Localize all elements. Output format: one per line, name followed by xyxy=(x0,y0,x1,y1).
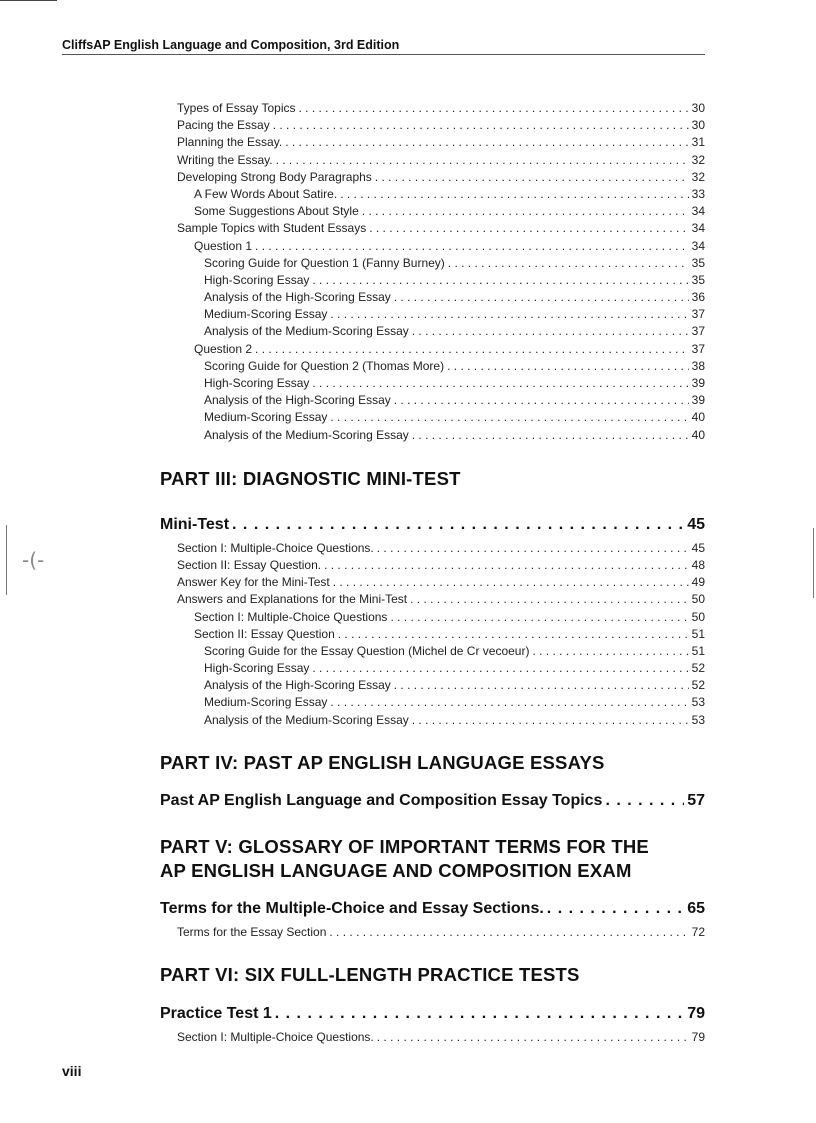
toc-leader-dots xyxy=(605,789,684,813)
toc-entry-title: Developing Strong Body Paragraphs xyxy=(177,169,372,184)
toc-entry-page: 37 xyxy=(691,341,705,356)
toc-entry-page: 32 xyxy=(691,169,705,184)
toc-leader-dots xyxy=(255,238,689,255)
toc-entry-page: 49 xyxy=(691,575,705,590)
toc-entry-title: Analysis of the High-Scoring Essay xyxy=(204,290,391,305)
toc-leader-dots xyxy=(410,591,689,608)
toc-leader-dots xyxy=(324,557,689,574)
toc-leader-dots xyxy=(312,375,688,392)
toc-entry-page: 37 xyxy=(691,307,705,322)
toc-entry-page: 30 xyxy=(691,118,705,133)
crop-mark-top xyxy=(0,0,57,1)
toc-entry[interactable] xyxy=(160,220,705,237)
toc-entry-page: 38 xyxy=(691,358,705,373)
toc-entry[interactable] xyxy=(160,540,705,557)
toc-leader-dots xyxy=(338,626,689,643)
toc-entry[interactable] xyxy=(160,203,705,220)
toc-part-v-entries xyxy=(160,924,705,941)
toc-entry[interactable] xyxy=(160,255,705,272)
toc-part-vi-entries xyxy=(160,1029,705,1046)
toc-entry[interactable] xyxy=(160,924,705,941)
toc-entry[interactable] xyxy=(160,323,705,340)
toc-leader-dots xyxy=(312,660,688,677)
toc-entry-title: Writing the Essay. xyxy=(177,152,273,167)
running-header: CliffsAP English Language and Composition, 3rd Edition xyxy=(62,38,705,55)
toc-entry-page: 35 xyxy=(691,272,705,287)
toc-leader-dots xyxy=(394,677,689,694)
toc-leader-dots xyxy=(412,712,689,729)
toc-entry-title: Medium-Scoring Essay xyxy=(204,307,328,322)
toc-entry-page: 51 xyxy=(691,626,705,641)
toc-entry-page: 40 xyxy=(691,410,705,425)
toc-entry[interactable] xyxy=(160,626,705,643)
part-vi-heading: PART VI: SIX FULL-LENGTH PRACTICE TESTS xyxy=(160,964,580,985)
toc-entry[interactable] xyxy=(160,341,705,358)
toc-entry-page: 34 xyxy=(691,204,705,219)
toc-entry[interactable] xyxy=(160,134,705,151)
toc-entry-title: Answer Key for the Mini-Test xyxy=(177,575,330,590)
toc-leader-dots xyxy=(329,924,688,941)
toc-entry[interactable] xyxy=(160,169,705,186)
toc-entry[interactable] xyxy=(160,712,705,729)
toc-leader-dots xyxy=(390,609,688,626)
toc-entry-page: 53 xyxy=(691,695,705,710)
toc-entry[interactable] xyxy=(160,427,705,444)
toc-leader-dots xyxy=(330,409,688,426)
toc-entry-page: 72 xyxy=(691,924,705,939)
toc-leader-dots xyxy=(448,255,689,272)
part-v-heading-line2: AP ENGLISH LANGUAGE AND COMPOSITION EXAM xyxy=(160,859,632,881)
toc-part-iii-entries xyxy=(160,540,705,729)
toc-entry-title: High-Scoring Essay xyxy=(204,376,310,390)
toc-entry-title: Medium-Scoring Essay xyxy=(204,410,328,425)
toc-entry[interactable] xyxy=(160,591,705,608)
toc-entry[interactable] xyxy=(160,694,705,711)
toc-chapter-page: 57 xyxy=(687,791,705,809)
toc-entry[interactable] xyxy=(160,574,705,591)
toc-entry[interactable] xyxy=(160,358,705,375)
toc-entry-page: 34 xyxy=(691,238,705,253)
toc-chapter-glossary-terms[interactable] xyxy=(160,897,705,921)
toc-chapter-title: Past AP English Language and Composition Essay Topics xyxy=(160,791,603,809)
toc-entry-title: High-Scoring Essay xyxy=(204,272,310,287)
toc-entry[interactable] xyxy=(160,392,705,409)
toc-entry-page: 36 xyxy=(691,290,705,305)
toc-leader-dots xyxy=(299,100,689,117)
toc-entry-title: Section I: Multiple-Choice Questions xyxy=(194,609,388,624)
toc-leader-dots xyxy=(312,272,688,289)
toc-leader-dots xyxy=(369,220,688,237)
toc-leader-dots xyxy=(330,306,688,323)
toc-chapter-page: 79 xyxy=(687,1005,705,1022)
toc-entry[interactable] xyxy=(160,272,705,289)
toc-entry-page: 33 xyxy=(691,186,705,201)
toc-entry[interactable] xyxy=(160,609,705,626)
toc-entry[interactable] xyxy=(160,557,705,574)
toc-entry-page: 48 xyxy=(691,557,705,572)
toc-entry-title: Planning the Essay. xyxy=(177,135,283,150)
toc-entry-title: Scoring Guide for Question 2 (Thomas More) xyxy=(204,358,445,373)
toc-entry-page: 50 xyxy=(691,592,705,607)
toc-leader-dots xyxy=(377,540,689,557)
toc-leader-dots xyxy=(273,117,689,134)
toc-entry-page: 51 xyxy=(691,643,705,658)
toc-entry-title: A Few Words About Satire. xyxy=(194,186,338,201)
toc-entry[interactable] xyxy=(160,375,705,392)
toc-leader-dots xyxy=(232,513,684,537)
toc-entry-page: 32 xyxy=(691,152,705,167)
toc-entry-page: 79 xyxy=(691,1030,705,1044)
toc-entry-page: 53 xyxy=(691,712,705,727)
toc-leader-dots xyxy=(362,203,689,220)
toc-chapter-practice-test-1[interactable] xyxy=(160,1002,705,1026)
toc-leader-dots xyxy=(412,427,689,444)
toc-entry-title: Analysis of the High-Scoring Essay xyxy=(204,678,391,693)
toc-entry-title: Pacing the Essay xyxy=(177,118,270,133)
toc-leader-dots xyxy=(394,289,689,306)
toc-entry[interactable] xyxy=(160,186,705,203)
toc-entry[interactable] xyxy=(160,152,705,169)
toc-chapter-mini-test[interactable] xyxy=(160,513,705,537)
toc-entry-page: 39 xyxy=(691,393,705,408)
toc-leader-dots xyxy=(412,323,689,340)
toc-entry[interactable] xyxy=(160,409,705,426)
toc-leader-dots xyxy=(275,1002,684,1026)
toc-entry-title: Section I: Multiple-Choice Questions. xyxy=(177,540,374,555)
toc-chapter-page: 45 xyxy=(687,515,705,533)
toc-entry-title: Answers and Explanations for the Mini-Test xyxy=(177,592,408,607)
toc-chapter-past-essay-topics[interactable] xyxy=(160,789,705,813)
toc-entry-title: Terms for the Essay Section xyxy=(177,924,327,939)
toc-entry[interactable] xyxy=(160,643,705,660)
toc-entry-title: Question 2 xyxy=(194,341,253,356)
toc-leader-dots xyxy=(285,134,688,151)
toc-entry-page: 52 xyxy=(691,678,705,693)
toc-chapter-page: 65 xyxy=(687,899,705,917)
toc-leader-dots xyxy=(330,694,688,711)
toc-leader-dots xyxy=(394,392,689,409)
toc-entry-page: 31 xyxy=(691,135,705,150)
toc-entry-title: Section I: Multiple-Choice Questions. xyxy=(177,1030,374,1044)
toc-entry-title: Question 1 xyxy=(194,238,253,253)
registration-mark-icon: -(- xyxy=(22,548,45,572)
toc-entry-title: Some Suggestions About Style xyxy=(194,204,359,219)
toc-leader-dots xyxy=(375,169,689,186)
toc-entry-page: 40 xyxy=(691,427,705,442)
page-number: viii xyxy=(62,1063,82,1079)
crop-mark-right xyxy=(813,528,814,598)
toc-entry-title: Medium-Scoring Essay xyxy=(204,695,328,710)
toc-leader-dots xyxy=(547,897,684,921)
toc-chapter-title: Mini-Test xyxy=(160,515,230,533)
toc-leader-dots xyxy=(532,643,688,660)
crop-mark-left xyxy=(6,525,7,595)
toc-entry-page: 50 xyxy=(691,609,705,624)
toc-entry-title: Analysis of the Medium-Scoring Essay xyxy=(204,324,409,339)
toc-entry-title: Section II: Essay Question. xyxy=(177,557,322,572)
toc-entry-title: Analysis of the Medium-Scoring Essay xyxy=(204,712,409,727)
table-of-contents xyxy=(160,100,705,1046)
toc-entry[interactable] xyxy=(160,117,705,134)
toc-entry-title: Section II: Essay Question xyxy=(194,626,335,641)
toc-entry-page: 52 xyxy=(691,661,705,676)
toc-entry-title: Analysis of the High-Scoring Essay xyxy=(204,393,391,408)
toc-entry-page: 39 xyxy=(691,376,705,390)
part-v-heading-line1: PART V: GLOSSARY OF IMPORTANT TERMS FOR THE xyxy=(160,835,649,857)
toc-entry-title: Sample Topics with Student Essays xyxy=(177,221,367,236)
toc-entry-page: 37 xyxy=(691,324,705,339)
toc-entry[interactable] xyxy=(160,1029,705,1046)
toc-entry[interactable] xyxy=(160,238,705,255)
toc-entry-title: Types of Essay Topics xyxy=(177,101,296,115)
toc-entry[interactable] xyxy=(160,660,705,677)
toc-entry[interactable] xyxy=(160,677,705,694)
toc-entry-title: High-Scoring Essay xyxy=(204,661,310,676)
toc-entry-title: Scoring Guide for Question 1 (Fanny Burney) xyxy=(204,255,445,270)
toc-entry-title: Analysis of the Medium-Scoring Essay xyxy=(204,427,409,442)
toc-entry[interactable] xyxy=(160,289,705,306)
part-iv-heading: PART IV: PAST AP ENGLISH LANGUAGE ESSAYS xyxy=(160,751,605,773)
toc-entry-title: Scoring Guide for the Essay Question (Michel de Cr vecoeur) xyxy=(204,643,530,658)
toc-entry-page: 34 xyxy=(691,221,705,236)
toc-top-section xyxy=(160,100,705,444)
toc-leader-dots xyxy=(276,152,689,169)
toc-chapter-title: Terms for the Multiple-Choice and Essay Sections. xyxy=(160,899,544,917)
toc-leader-dots xyxy=(255,341,689,358)
toc-leader-dots xyxy=(377,1029,689,1046)
toc-leader-dots xyxy=(340,186,688,203)
toc-leader-dots xyxy=(333,574,689,591)
part-iii-heading: PART III: DIAGNOSTIC MINI-TEST xyxy=(160,467,461,489)
toc-entry-page: 35 xyxy=(691,255,705,270)
toc-chapter-title: Practice Test 1 xyxy=(160,1005,272,1022)
toc-entry-page: 30 xyxy=(691,101,705,115)
toc-leader-dots xyxy=(447,358,689,375)
toc-entry-page: 45 xyxy=(691,540,705,555)
toc-entry[interactable] xyxy=(160,100,705,117)
toc-entry[interactable] xyxy=(160,306,705,323)
